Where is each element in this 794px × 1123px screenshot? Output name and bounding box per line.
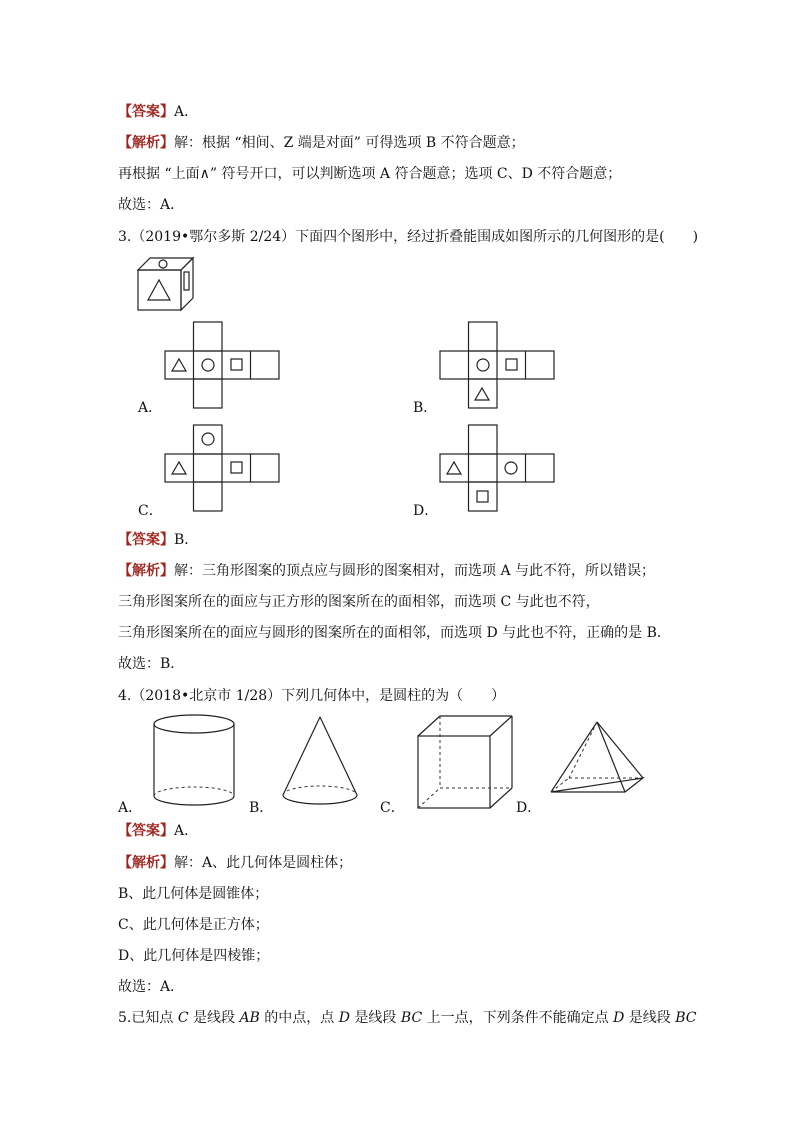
analysis-text: 解：三角形图案的顶点应与圆形的图案相对，而选项 A 与此不符，所以错误； (174, 563, 656, 579)
q5-text: 是线段 (624, 1010, 676, 1026)
q5-text: 是线段 (349, 1010, 401, 1026)
cylinder-figure (150, 712, 240, 808)
pyramid-figure (547, 720, 647, 808)
q3-analysis-1 (118, 561, 655, 581)
answer-value: A． (174, 104, 199, 120)
q4-option-c-label: C． (380, 800, 405, 816)
segment-label: BC (675, 1010, 697, 1026)
net-option-b (440, 321, 556, 411)
q2-conclusion: 故选：A． (118, 197, 185, 213)
q3-answer (118, 530, 198, 550)
q5-text: 是线段 (188, 1010, 240, 1026)
q5-stem (118, 1008, 696, 1028)
analysis-text: 解：根据 “相间、Z 端是对面” 可得选项 B 不符合题意； (174, 135, 525, 151)
analysis-text: 解：A、此几何体是圆柱体； (174, 855, 353, 871)
q4-stem: 4.（2018•北京市 1/28）下列几何体中，是圆柱的为（ ） (118, 688, 506, 704)
analysis-tag: 【解析】 (118, 855, 174, 871)
q5-text: 上一点，下列条件不能确定点 (422, 1010, 614, 1026)
answer-value: A． (174, 823, 199, 839)
q3-stem: 3.（2019•鄂尔多斯 2/24）下面四个图形中，经过折叠能围成如图所示的几何图形的是( ) (118, 229, 699, 245)
option-a-label: A． (138, 400, 163, 416)
q3-conclusion: 故选：B． (118, 656, 185, 672)
segment-label: AB (239, 1010, 260, 1026)
option-b-label: B． (413, 400, 438, 416)
q4-analysis-4: D、此几何体是四棱锥； (118, 948, 270, 964)
analysis-tag: 【解析】 (118, 563, 174, 579)
analysis-tag: 【解析】 (118, 135, 174, 151)
q4-conclusion: 故选：A． (118, 979, 185, 995)
q3-analysis-3: 三角形图案所在的面应与圆形的图案所在的面相邻，而选项 D 与此也不符，正确的是 B． (118, 625, 671, 641)
point-label: C (177, 1010, 189, 1026)
q5-text: 5.已知点 (118, 1010, 178, 1026)
net-option-a (165, 321, 281, 411)
segment-label: BC (400, 1010, 423, 1026)
net-option-d (440, 424, 556, 514)
cube-figure (136, 256, 196, 312)
cube-solid-figure (416, 714, 516, 810)
q2-analysis-2: 再根据 “上面∧” 符号开口，可以判断选项 A 符合题意；选项 C、D 不符合题意； (118, 166, 622, 182)
q4-option-b-label: B． (249, 800, 274, 816)
net-option-c (165, 424, 281, 514)
answer-tag: 【答案】 (118, 823, 174, 839)
q5-text: 的中点，点 (259, 1010, 339, 1026)
point-label: D (338, 1010, 350, 1026)
q4-analysis-2: B、此几何体是圆锥体； (118, 886, 269, 902)
option-c-label: C． (138, 503, 163, 519)
cone-figure (280, 715, 362, 807)
q4-analysis-1 (118, 853, 352, 873)
q2-analysis-1 (118, 133, 525, 153)
q4-answer (118, 821, 198, 841)
q4-option-a-label: A． (118, 800, 143, 816)
answer-tag: 【答案】 (118, 104, 174, 120)
q4-option-d-label: D． (516, 800, 542, 816)
q2-answer (118, 102, 198, 122)
answer-tag: 【答案】 (118, 532, 174, 548)
q4-analysis-3: C、此几何体是正方体； (118, 917, 269, 933)
option-d-label: D． (413, 503, 439, 519)
answer-value: B． (174, 532, 199, 548)
point-label: D (613, 1010, 625, 1026)
q3-analysis-2: 三角形图案所在的面应与正方形的图案所在的面相邻，而选项 C 与此也不符， (118, 594, 600, 610)
